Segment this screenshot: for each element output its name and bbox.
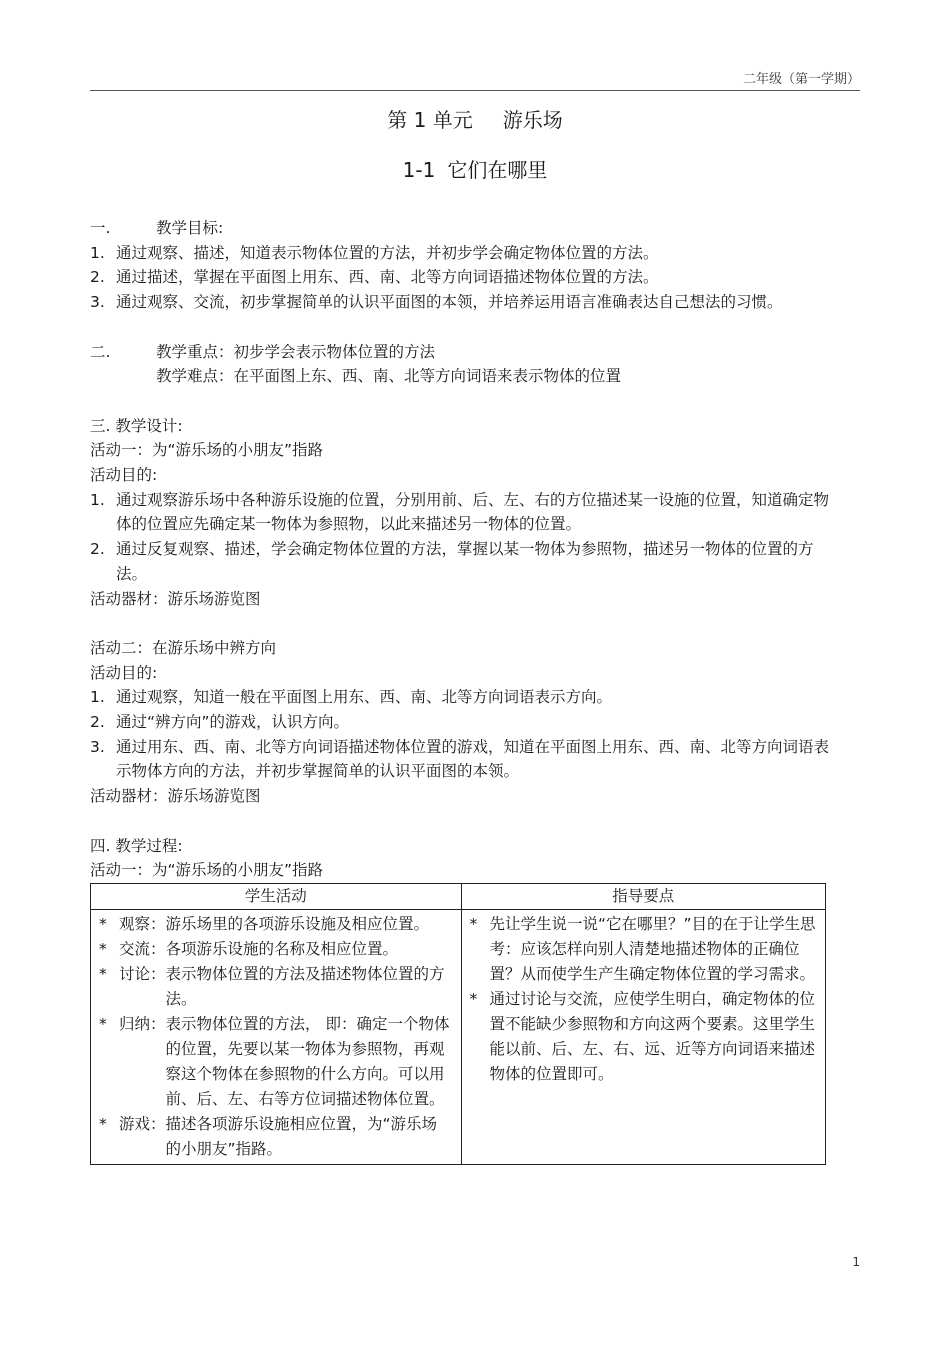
list-item — [90, 537, 830, 586]
section-design-heading: 三. 教学设计: — [90, 416, 183, 435]
list-item — [90, 685, 830, 710]
process-table — [90, 883, 826, 1165]
guide-point-item — [470, 987, 818, 1087]
difficulty-point: 教学难点：在平面图上东、西、南、北等方向词语来表示物体的位置 — [156, 367, 622, 386]
section-process-heading: 四. 教学过程: — [90, 836, 183, 855]
activity-text: 表示物体位置的方法， 即：确定一个物体的位置，先要以某一物体为参照物，再观察这个物体在参照物的什么方向。可以用前、后、左、右等方位词描述物体位置。 — [165, 1014, 450, 1108]
section-title: 教学目标: — [156, 219, 224, 237]
section-keypoints — [90, 340, 830, 365]
bullet-star-icon: * — [99, 914, 107, 933]
item-number: 2. — [90, 540, 105, 559]
student-activity-item — [99, 1012, 453, 1112]
list-item — [90, 488, 830, 537]
item-number: 2. — [90, 713, 105, 732]
activity-text: 描述各项游乐设施相应位置，为“游乐场的小朋友”指路。 — [165, 1114, 438, 1158]
student-activity-item — [99, 937, 453, 962]
bullet-star-icon: * — [99, 1114, 107, 1133]
section-number: 一. — [90, 219, 111, 237]
activity-label: 归纳： — [119, 1014, 166, 1033]
student-activity-item — [99, 962, 453, 1012]
lesson-content — [90, 216, 830, 1165]
lesson-title — [0, 154, 950, 183]
item-number: 2. — [90, 268, 105, 287]
bullet-star-icon: * — [99, 1014, 107, 1033]
section-objectives-heading — [90, 216, 830, 241]
list-item — [90, 710, 830, 735]
item-number: 1. — [90, 490, 105, 509]
activity-text: 各项游乐设施的名称及相应位置。 — [165, 939, 399, 958]
guide-points-cell — [461, 909, 826, 1164]
list-item — [90, 241, 830, 266]
activity-text: 表示物体位置的方法及描述物体位置的方法。 — [165, 964, 445, 1008]
item-text: 通过观察、描述，知道表示物体位置的方法，并初步学会确定物体位置的方法。 — [116, 243, 659, 262]
table-header-student: 学生活动 — [91, 883, 462, 909]
unit-title — [0, 104, 950, 133]
activity2-title: 活动二：在游乐场中辨方向 — [90, 638, 277, 657]
bullet-star-icon: * — [469, 989, 478, 1008]
activity2-goal-label: 活动目的: — [90, 663, 158, 682]
table-header-guide: 指导要点 — [461, 883, 826, 909]
student-activity-cell — [91, 909, 462, 1164]
key-point: 教学重点：初步学会表示物体位置的方法 — [156, 342, 436, 361]
process-activity-title: 活动一：为“游乐场的小朋友”指路 — [90, 861, 324, 880]
list-item — [90, 290, 830, 315]
item-text: 通过观察游乐场中各种游乐设施的位置，分别用前、后、左、右的方位描述某一设施的位置，知道确定物体的位置应先确定某一物体为参照物，以此来描述另一物体的位置。 — [116, 490, 830, 534]
item-number: 1. — [90, 688, 105, 707]
bullet-star-icon: * — [469, 914, 478, 933]
item-text: 通过“辨方向”的游戏，认识方向。 — [116, 713, 350, 732]
activity2-equipment: 活动器材：游乐场游览图 — [90, 787, 261, 806]
bullet-star-icon: * — [99, 939, 107, 958]
activity-label: 游戏： — [119, 1114, 166, 1133]
item-text: 通过反复观察、描述，学会确定物体位置的方法，掌握以某一物体为参照物，描述另一物体的位置的方法。 — [116, 540, 814, 583]
bullet-star-icon: * — [99, 964, 107, 983]
grade-header: 二年级（第一学期） — [742, 72, 860, 87]
unit-name: 游乐场 — [502, 108, 563, 132]
item-text: 通过用东、西、南、北等方向词语描述物体位置的游戏，知道在平面图上用东、西、南、北等方向词语表示物体方向的方法，并初步掌握简单的认识平面图的本领。 — [116, 737, 830, 781]
activity1-title: 活动一：为“游乐场的小朋友”指路 — [90, 441, 324, 460]
item-text: 通过观察，知道一般在平面图上用东、西、南、北等方向词语表示方向。 — [116, 688, 613, 707]
student-activity-item — [99, 1112, 453, 1162]
lesson-code: 1-1 — [402, 158, 436, 182]
page-number: 1 — [852, 1255, 860, 1269]
activity-label: 讨论： — [119, 964, 166, 983]
activity1-goal-label: 活动目的: — [90, 466, 158, 484]
student-activity-item — [99, 912, 453, 937]
lesson-name: 它们在哪里 — [447, 158, 548, 182]
item-number: 1. — [90, 243, 105, 262]
header-divider — [90, 90, 860, 91]
section-number: 二. — [90, 342, 111, 361]
guide-text: 先让学生说一说“它在哪里？”目的在于让学生思考：应该怎样向别人清楚地描述物体的正确位置？从而使学生产生确定物体位置的学习需求。 — [489, 914, 816, 983]
activity-label: 观察： — [119, 914, 166, 933]
guide-text: 通过讨论与交流，应使学生明白，确定物体的位置不能缺少参照物和方向这两个要素。这里学生能以前、后、左、右、远、近等方向词语来描述物体的位置即可。 — [489, 989, 816, 1083]
item-number: 3. — [90, 737, 105, 756]
activity-text: 游乐场里的各项游乐设施及相应位置。 — [165, 914, 430, 933]
guide-point-item — [470, 912, 818, 987]
list-item — [90, 265, 830, 290]
unit-label: 第 1 单元 — [387, 108, 473, 132]
activity-label: 交流： — [119, 939, 166, 958]
list-item — [90, 735, 830, 784]
item-number: 3. — [90, 293, 105, 312]
activity1-equipment: 活动器材：游乐场游览图 — [90, 589, 261, 608]
item-text: 通过观察、交流，初步掌握简单的认识平面图的本领，并培养运用语言准确表达自己想法的习惯。 — [116, 293, 783, 312]
item-text: 通过描述，掌握在平面图上用东、西、南、北等方向词语描述物体位置的方法。 — [116, 268, 659, 287]
